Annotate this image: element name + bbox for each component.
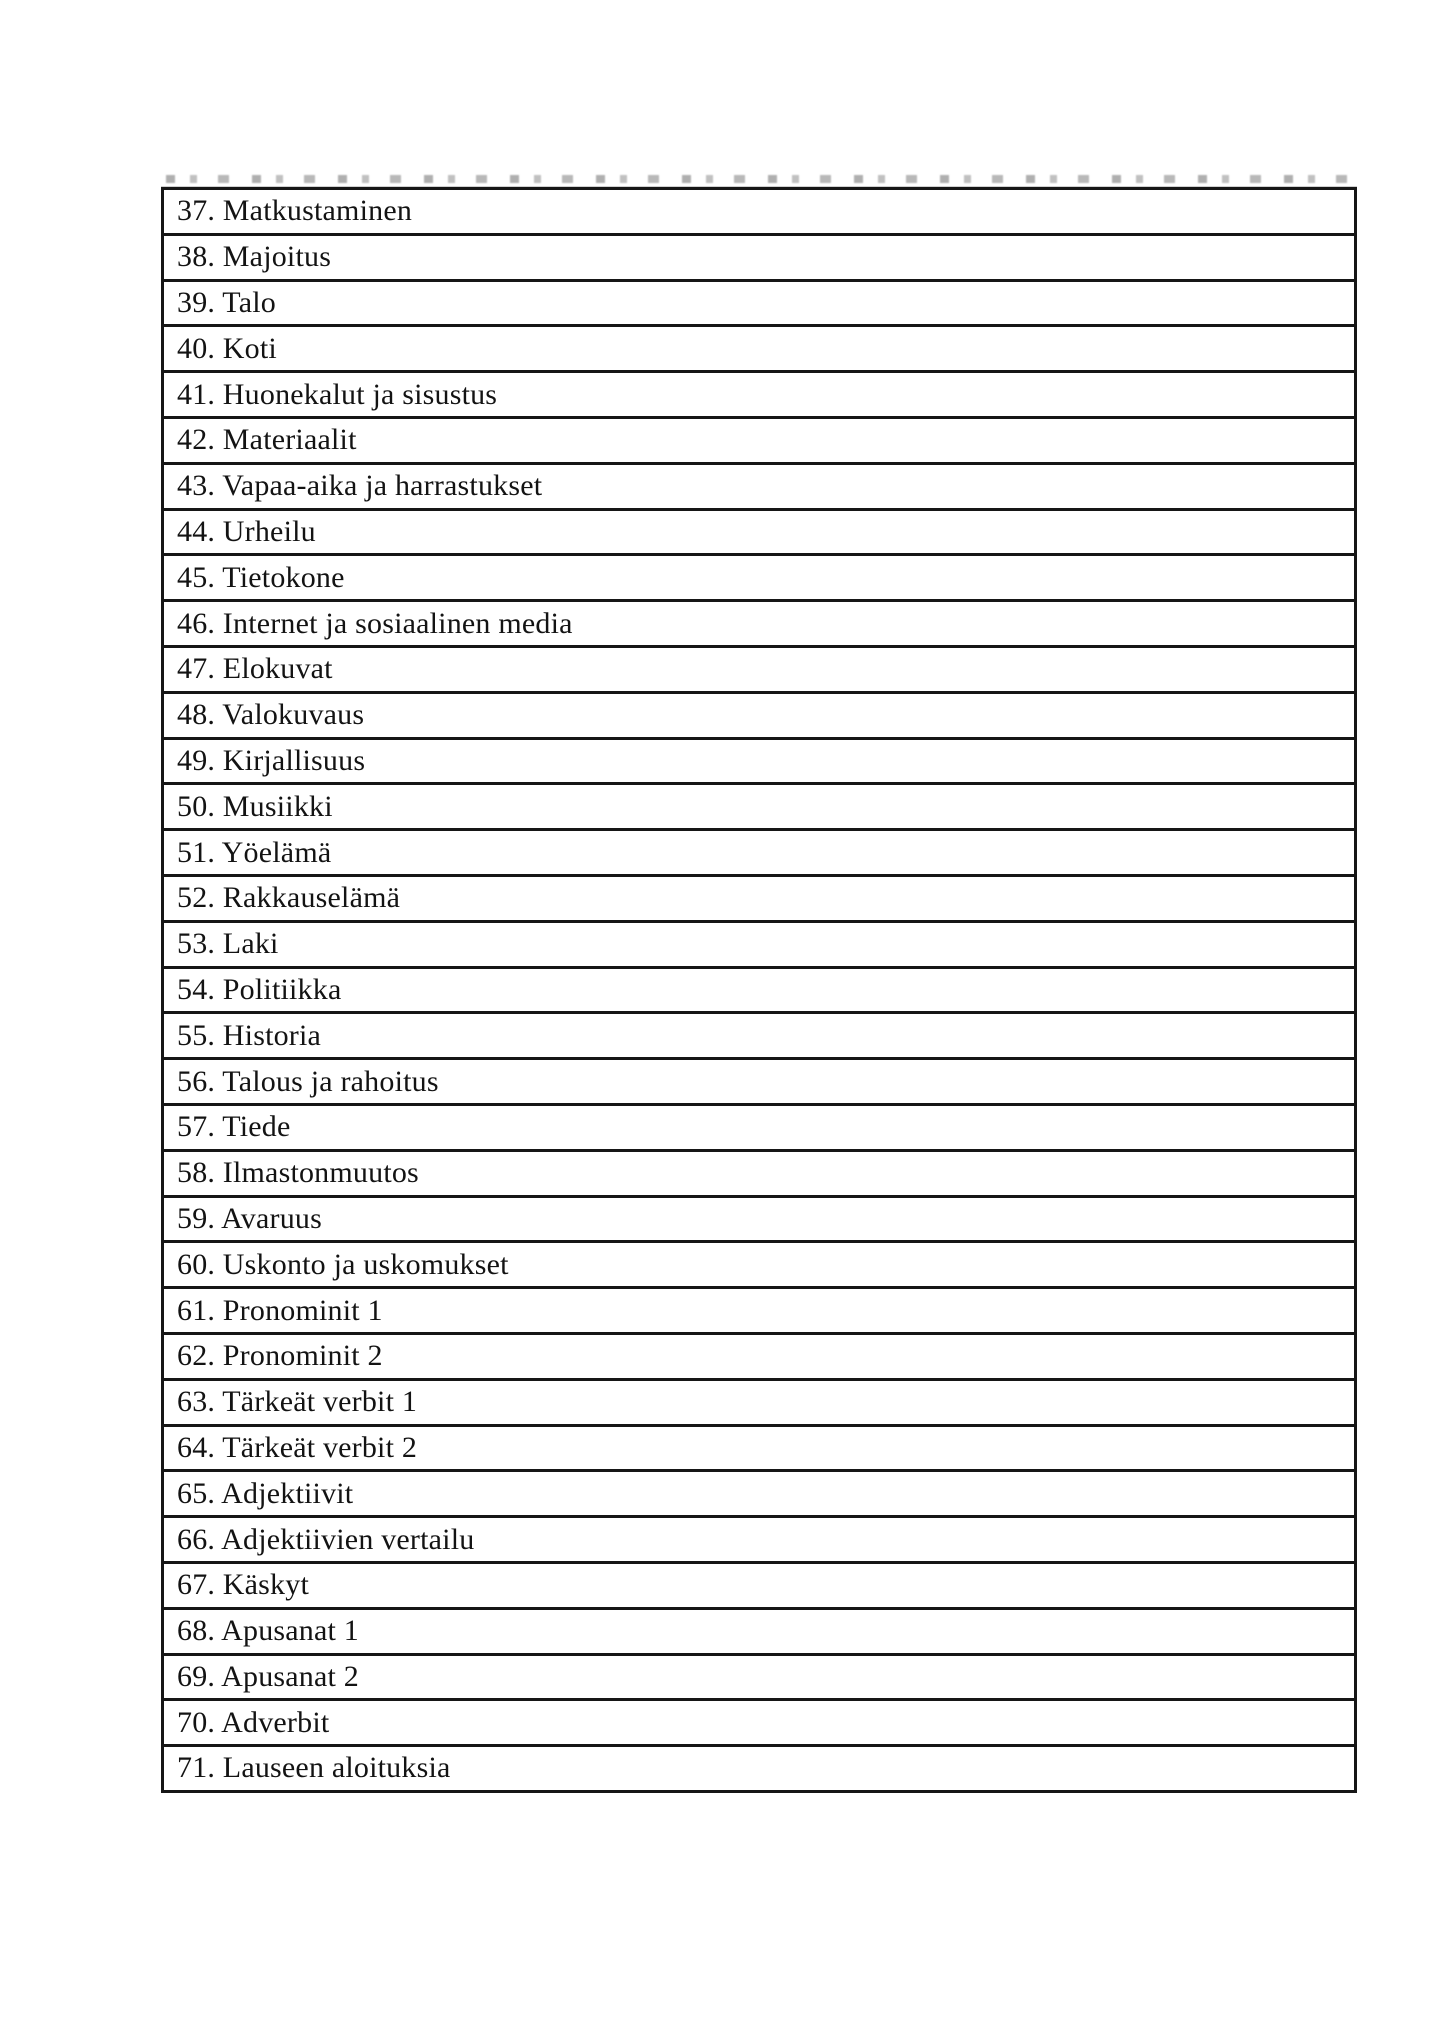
table-row [164, 1381, 1354, 1427]
toc-entry-text: 50. Musiikki [177, 789, 333, 823]
table-row [164, 1243, 1354, 1289]
toc-entry-text: 69. Apusanat 2 [177, 1659, 359, 1693]
table-row [164, 1564, 1354, 1610]
table-row [164, 1106, 1354, 1152]
toc-entry-text: 51. Yöelämä [177, 835, 332, 869]
toc-entry-text: 65. Adjektiivit [177, 1476, 354, 1510]
toc-entry-text: 52. Rakkauselämä [177, 881, 401, 915]
toc-entry-text: 49. Kirjallisuus [177, 743, 366, 777]
table-row [164, 969, 1354, 1015]
table-row [164, 1427, 1354, 1473]
toc-entry-text: 53. Laki [177, 927, 279, 961]
table-row [164, 648, 1354, 694]
toc-entry-text: 59. Avaruus [177, 1201, 322, 1235]
toc-entry-text: 40. Koti [177, 331, 277, 365]
table-row [164, 694, 1354, 740]
clipped-row-artifact [166, 175, 1352, 183]
table-row [164, 282, 1354, 328]
table-row [164, 373, 1354, 419]
toc-entry-text: 46. Internet ja sosiaalinen media [177, 606, 573, 640]
toc-entry-text: 57. Tiede [177, 1110, 291, 1144]
table-row [164, 1610, 1354, 1656]
toc-entry-text: 43. Vapaa-aika ja harrastukset [177, 469, 543, 503]
toc-entry-text: 45. Tietokone [177, 560, 345, 594]
table-row [164, 1152, 1354, 1198]
toc-entry-text: 39. Talo [177, 285, 276, 319]
toc-entry-text: 61. Pronominit 1 [177, 1293, 383, 1327]
table-row [164, 1289, 1354, 1335]
toc-entry-text: 66. Adjektiivien vertailu [177, 1522, 475, 1556]
table-row [164, 419, 1354, 465]
table-row [164, 556, 1354, 602]
toc-entry-text: 38. Majoitus [177, 240, 332, 274]
table-row [164, 1198, 1354, 1244]
table-row [164, 1656, 1354, 1702]
table-row [164, 923, 1354, 969]
table-row [164, 1060, 1354, 1106]
toc-entry-text: 58. Ilmastonmuutos [177, 1156, 419, 1190]
toc-entry-text: 37. Matkustaminen [177, 194, 413, 228]
toc-entry-text: 70. Adverbit [177, 1705, 330, 1739]
toc-entry-text: 68. Apusanat 1 [177, 1614, 359, 1648]
toc-entry-text: 67. Käskyt [177, 1568, 309, 1602]
toc-entry-text: 64. Tärkeät verbit 2 [177, 1430, 418, 1464]
toc-entry-text: 48. Valokuvaus [177, 698, 365, 732]
table-row [164, 1701, 1354, 1747]
table-row [164, 236, 1354, 282]
table-row [164, 602, 1354, 648]
table-row [164, 1335, 1354, 1381]
table-row [164, 740, 1354, 786]
toc-entry-text: 56. Talous ja rahoitus [177, 1064, 439, 1098]
table-row [164, 1014, 1354, 1060]
table-row [164, 327, 1354, 373]
toc-entry-text: 60. Uskonto ja uskomukset [177, 1247, 509, 1281]
toc-entry-text: 54. Politiikka [177, 972, 342, 1006]
table-row [164, 877, 1354, 923]
table-row [164, 1747, 1354, 1790]
table-row [164, 465, 1354, 511]
toc-table [161, 187, 1357, 1793]
toc-entry-text: 62. Pronominit 2 [177, 1339, 383, 1373]
toc-entry-text: 63. Tärkeät verbit 1 [177, 1385, 418, 1419]
toc-entry-text: 44. Urheilu [177, 514, 316, 548]
table-row [164, 190, 1354, 236]
table-row [164, 1518, 1354, 1564]
toc-entry-text: 42. Materiaalit [177, 423, 357, 457]
toc-entry-text: 71. Lauseen aloituksia [177, 1751, 451, 1785]
toc-entry-text: 55. Historia [177, 1018, 322, 1052]
table-row [164, 511, 1354, 557]
table-row [164, 831, 1354, 877]
table-row [164, 785, 1354, 831]
table-row [164, 1472, 1354, 1518]
toc-entry-text: 47. Elokuvat [177, 652, 333, 686]
toc-entry-text: 41. Huonekalut ja sisustus [177, 377, 498, 411]
